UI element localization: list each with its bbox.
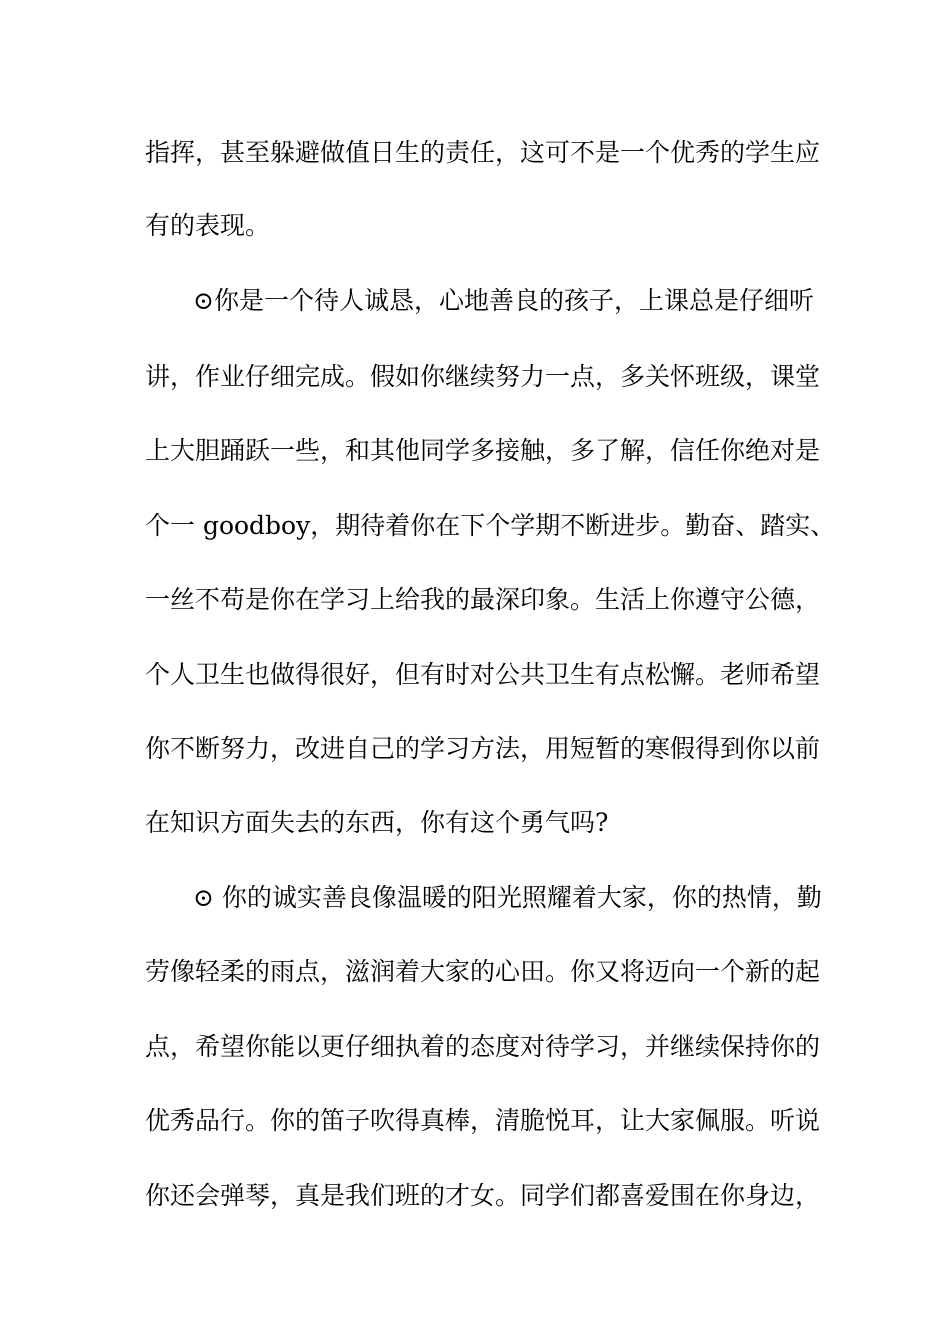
text-line: 上大胆踊跃一些，和其他同学多接触，多了解，信任你绝对是 [145, 436, 821, 465]
text-line: 个一 goodboy，期待着你在下个学期不断进步。勤奋、踏实、 [145, 511, 836, 540]
text-line: 劳像轻柔的雨点，滋润着大家的心田。你又将迈向一个新的起 [145, 957, 821, 986]
text-line: 指挥，甚至躲避做值日生的责任，这可不是一个优秀的学生应 [145, 138, 821, 167]
paragraph-start-line: ⊙你是一个待人诚恳，心地善良的孩子，上课总是仔细听 [193, 286, 814, 315]
text-line: 讲，作业仔细完成。假如你继续努力一点，多关怀班级，课堂 [145, 362, 821, 391]
text-line: 优秀品行。你的笛子吹得真棒，清脆悦耳，让大家佩服。听说 [145, 1106, 821, 1135]
text-line: 你还会弹琴，真是我们班的才女。同学们都喜爱围在你身边， [145, 1181, 821, 1210]
paragraph-start-line: ⊙ 你的诚实善良像温暖的阳光照耀着大家，你的热情，勤 [193, 883, 822, 912]
text-line: 你不断努力，改进自己的学习方法，用短暂的寒假得到你以前 [145, 734, 821, 763]
text-line: 一丝不苟是你在学习上给我的最深印象。生活上你遵守公德， [145, 585, 821, 614]
text-line: 个人卫生也做得很好，但有时对公共卫生有点松懈。老师希望 [145, 660, 821, 689]
text-line: 点，希望你能以更仔细执着的态度对待学习，并继续保持你的 [145, 1032, 821, 1061]
text-line: 有的表现。 [145, 211, 271, 240]
text-line: 在知识方面失去的东西，你有这个勇气吗? [145, 808, 609, 837]
